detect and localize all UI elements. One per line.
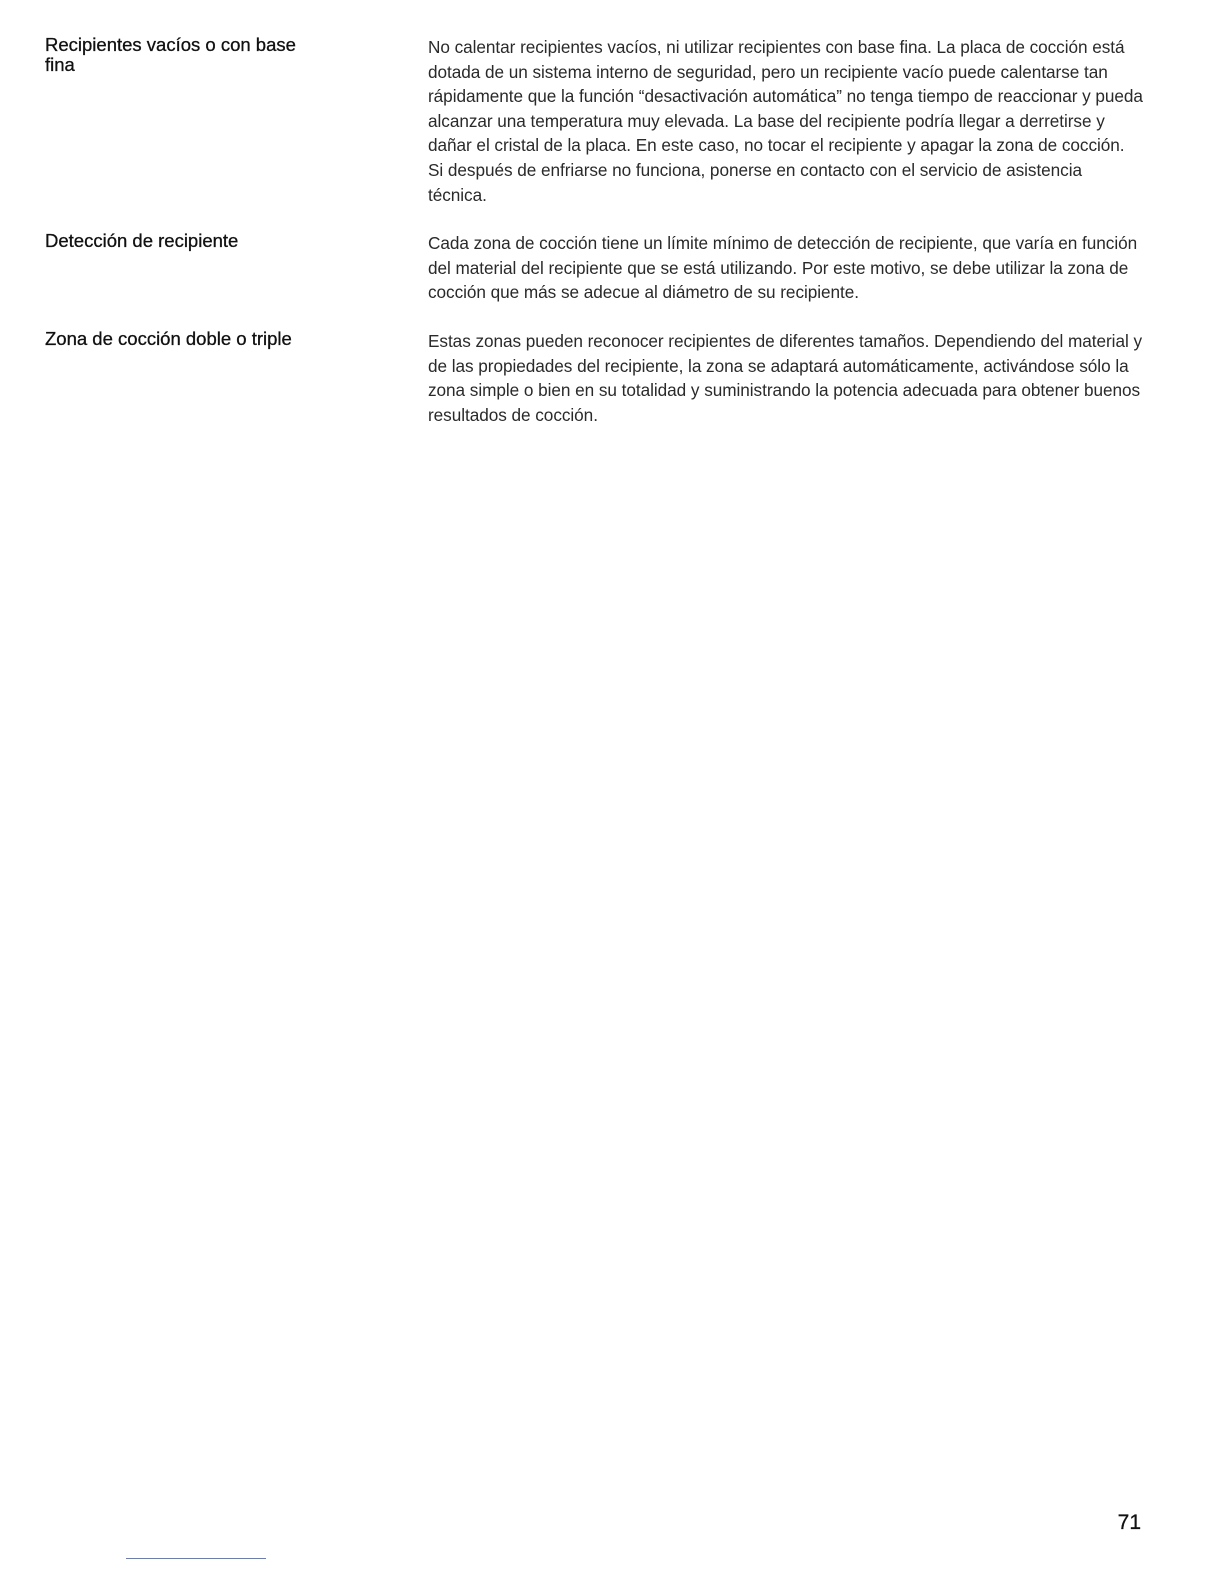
section-body: No calentar recipientes vacíos, ni utilizar recipientes con base fina. La placa de cocción está dotada de un sistema interno de seguridad, pero un recipiente vacío puede calentarse tan rápidamente que la función “desactivación automática” no tenga tiempo de reaccionar y pueda alcanzar una temperatura muy elevada. La base del recipiente podría llegar a derretirse y dañar el cristal de la placa. En este caso, no tocar el recipiente y apagar la zona de cocción. Si después de enfriarse no funciona, ponerse en contacto con el servicio de asistencia técnica. bbox=[428, 37, 1143, 205]
section-heading: Zona de cocción doble o triple bbox=[45, 328, 292, 349]
section-body: Cada zona de cocción tiene un límite mínimo de detección de recipiente, que varía en función del material del recipiente que se está utilizando. Por este motivo, se debe utilizar la zona de cocción que más se adecue al diámetro de su recipiente. bbox=[428, 233, 1138, 303]
section-heading: Recipientes vacíos o con base fina bbox=[45, 34, 296, 75]
section-heading: Detección de recipiente bbox=[45, 230, 239, 251]
section-body: Estas zonas pueden reconocer recipientes de diferentes tamaños. Dependiendo del material y de las propiedades del recipiente, la zona se adaptará automáticamente, activándose sólo la zona simple o bien en su totalidad y suministrando la potencia adecuada para obtener buenos resultados de cocción. bbox=[428, 331, 1142, 425]
footer-rule bbox=[126, 1558, 266, 1559]
page-number: 71 bbox=[1117, 1511, 1141, 1534]
